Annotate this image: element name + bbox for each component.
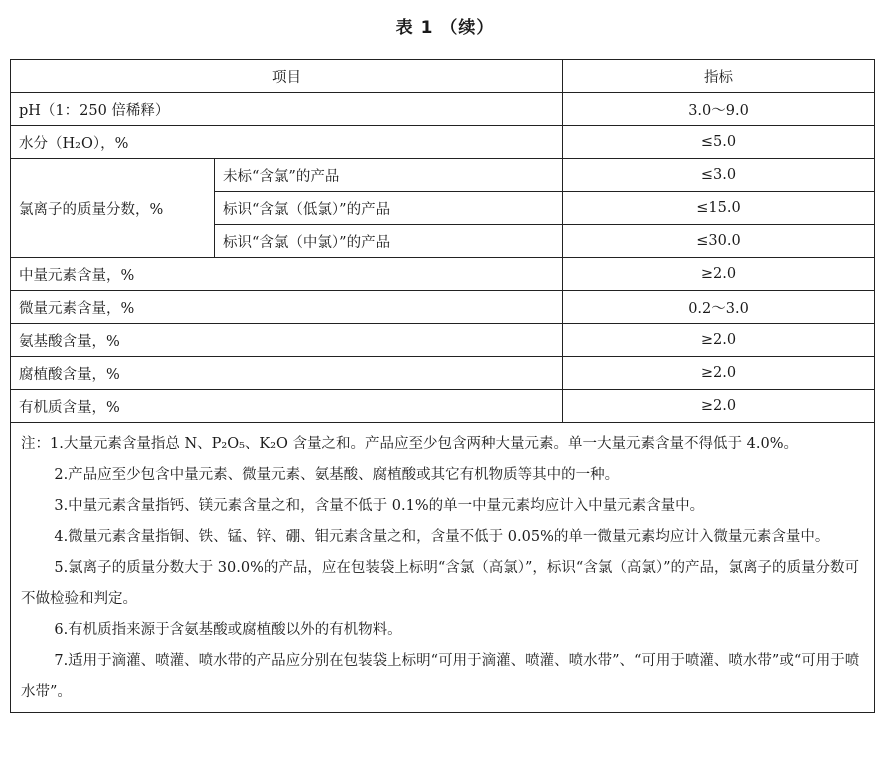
row-label-amino: 氨基酸含量，% xyxy=(11,324,563,357)
table-row xyxy=(11,159,875,192)
row-sublabel-chloride-unlabeled: 未标“含氯”的产品 xyxy=(215,159,563,192)
table-row xyxy=(11,390,875,423)
note-3: 3.中量元素含量指钙、镁元素含量之和，含量不低于 0.1%的单一中量元素均应计入中量元素含量中。 xyxy=(54,498,705,514)
table-header-row xyxy=(11,60,875,93)
header-item: 项目 xyxy=(11,60,563,93)
row-value-chloride-unlabeled: ≤3.0 xyxy=(563,159,875,192)
row-label-micro: 微量元素含量，% xyxy=(11,291,563,324)
notes-cell xyxy=(11,423,875,713)
row-value-micro: 0.2～3.0 xyxy=(563,291,875,324)
row-value-chloride-low: ≤15.0 xyxy=(563,192,875,225)
table-row xyxy=(11,126,875,159)
row-value-humic: ≥2.0 xyxy=(563,357,875,390)
row-value-amino: ≥2.0 xyxy=(563,324,875,357)
table-title: 表 1 （续） xyxy=(395,18,495,38)
row-label-chloride: 氯离子的质量分数，% xyxy=(11,159,215,258)
notes-row xyxy=(11,423,875,713)
row-label-organic: 有机质含量，% xyxy=(11,390,563,423)
note-1: 注：1.大量元素含量指总 N、P₂O₅、K₂O 含量之和。产品应至少包含两种大量元素。单一大量元素含量不得低于 4.0%。 xyxy=(21,436,798,452)
row-label-water: 水分（H₂O），% xyxy=(11,126,563,159)
row-label-secondary: 中量元素含量，% xyxy=(11,258,563,291)
row-label-ph: pH（1：250 倍稀释） xyxy=(11,93,563,126)
table-row xyxy=(11,258,875,291)
row-label-humic: 腐植酸含量，% xyxy=(11,357,563,390)
note-4: 4.微量元素含量指铜、铁、锰、锌、硼、钼元素含量之和，含量不低于 0.05%的单一微量元素均应计入微量元素含量中。 xyxy=(54,529,830,545)
note-5: 5.氯离子的质量分数大于 30.0%的产品，应在包装袋上标明“含氯（高氯）”，标识“含氯（高氯）”的产品，氯离子的质量分数可不做检验和判定。 xyxy=(21,560,859,607)
table-row xyxy=(11,291,875,324)
row-value-secondary: ≥2.0 xyxy=(563,258,875,291)
table-row xyxy=(11,324,875,357)
header-spec: 指标 xyxy=(563,60,875,93)
note-7: 7.适用于滴灌、喷灌、喷水带的产品应分别在包装袋上标明“可用于滴灌、喷灌、喷水带”、“可用于喷灌、喷水带”或“可用于喷水带”。 xyxy=(21,653,860,700)
row-value-chloride-medium: ≤30.0 xyxy=(563,225,875,258)
table-row xyxy=(11,357,875,390)
note-2: 2.产品应至少包含中量元素、微量元素、氨基酸、腐植酸或其它有机物质等其中的一种。 xyxy=(54,467,620,483)
note-6: 6.有机质指来源于含氨基酸或腐植酸以外的有机物料。 xyxy=(54,622,402,638)
row-sublabel-chloride-low: 标识“含氯（低氯）”的产品 xyxy=(215,192,563,225)
row-sublabel-chloride-medium: 标识“含氯（中氯）”的产品 xyxy=(215,225,563,258)
row-value-water: ≤5.0 xyxy=(563,126,875,159)
row-value-ph: 3.0～9.0 xyxy=(563,93,875,126)
spec-table xyxy=(10,59,875,713)
row-value-organic: ≥2.0 xyxy=(563,390,875,423)
table-row xyxy=(11,93,875,126)
